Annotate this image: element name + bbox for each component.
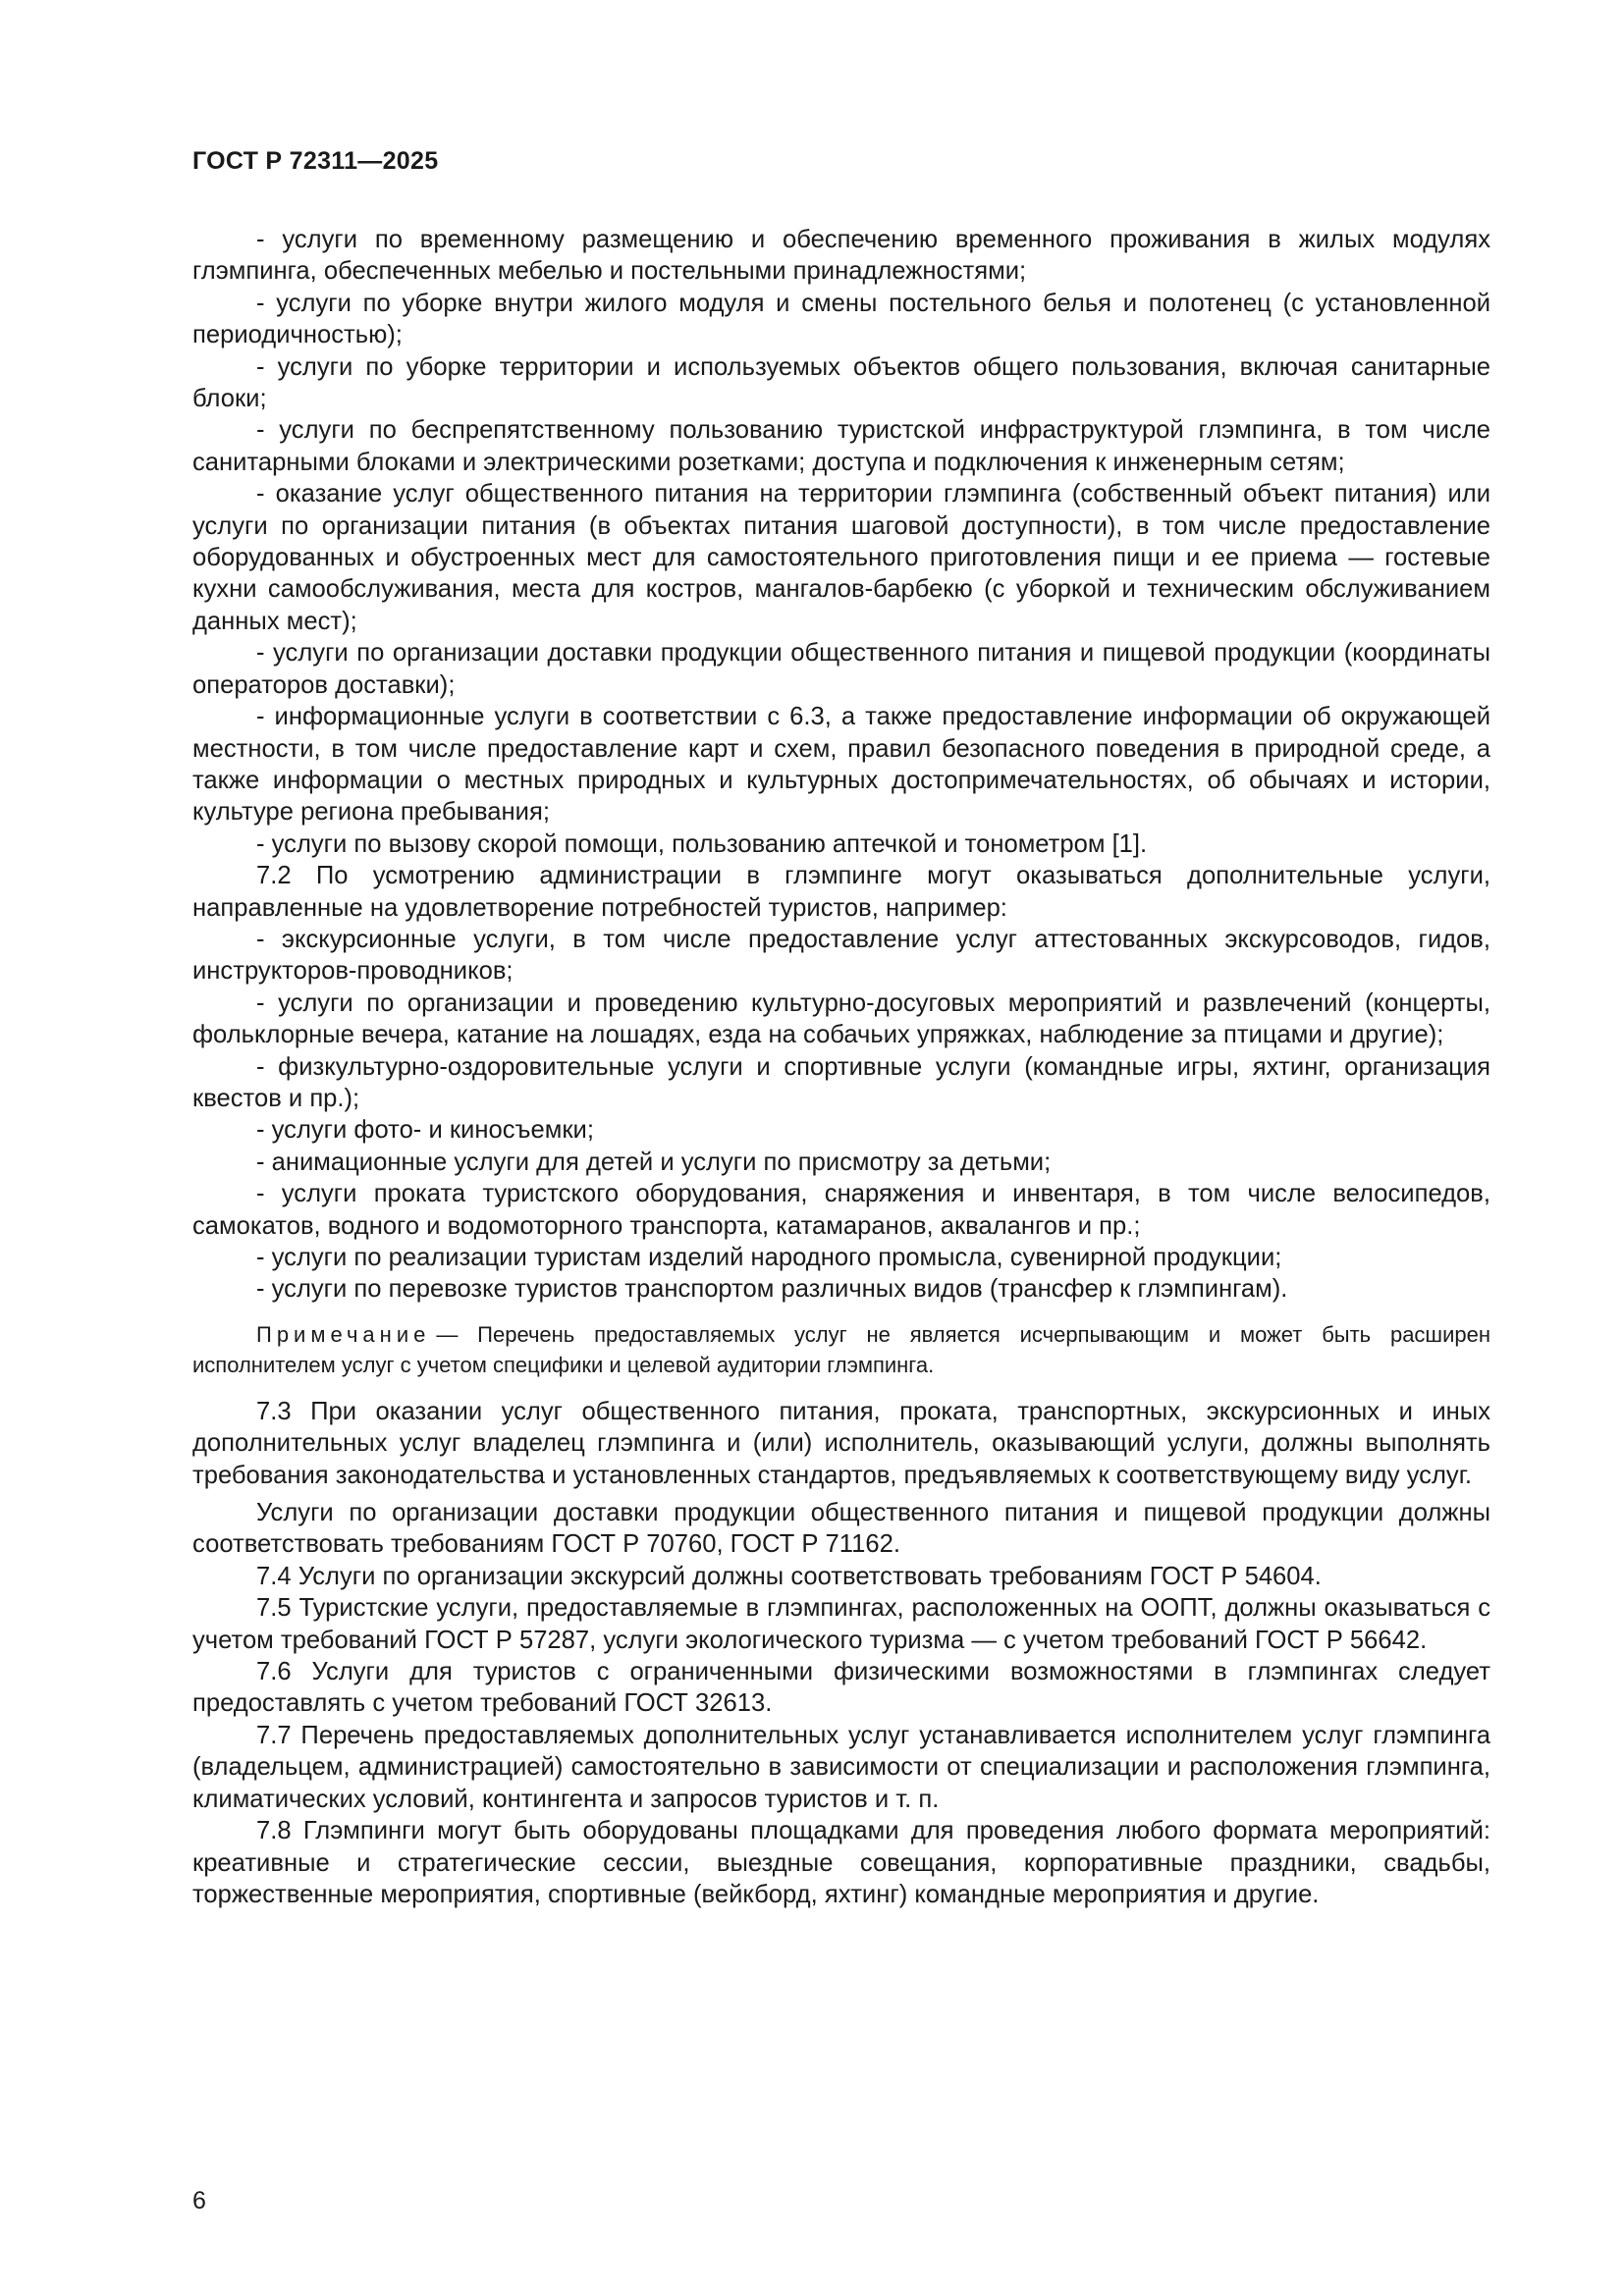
section-paragraph: 7.2 По усмотрению администрации в глэмпинге могут оказываться дополнительные услуги, направленные на удовлетворение потребностей туристов, например: xyxy=(192,862,1490,922)
list-item: - услуги по беспрепятственному пользованию туристской инфраструктурой глэмпинга, в том числе санитарными блоками и электрическими розетками; доступа и подключения к инженерным сетям; xyxy=(192,416,1490,476)
document-header: ГОСТ Р 72311—2025 xyxy=(192,147,439,175)
list-item: - информационные услуги в соответствии с 6.3, а также предоставление информации об окружающей местности, в том числе предоставление карт и схем, правил безопасного поведения в природной среде, а также информации о местных природных и культурных достопримечательностях, об обычаях и истории, культуре региона пребывания; xyxy=(192,703,1490,827)
list-item: - услуги по организации и проведению культурно-досуговых мероприятий и развлечений (концерты, фольклорные вечера, катание на лошадях, езда на собачьих упряжках, наблюдение за птицами и другие); xyxy=(192,988,1490,1049)
list-item: - услуги по организации доставки продукции общественного питания и пищевой продукции (координаты операторов доставки); xyxy=(192,639,1490,699)
list-item: - физкультурно-оздоровительные услуги и спортивные услуги (командные игры, яхтинг, организация квестов и пр.); xyxy=(192,1052,1490,1112)
section-paragraph: 7.6 Услуги для туристов с ограниченными физическими возможностями в глэмпингах следует предоставлять с учетом требований ГОСТ 32613. xyxy=(192,1658,1490,1718)
section-paragraph: 7.7 Перечень предоставляемых дополнительных услуг устанавливается исполнителем услуг глэмпинга (владельцем, администрацией) самостоятельно в зависимости от специализации и расположения глэмпинга, климатических условий, контингента и запросов туристов и т. п. xyxy=(192,1721,1490,1813)
list-item: - услуги по перевозке туристов транспортом различных видов (трансфер к глэмпингам). xyxy=(256,1275,1288,1304)
list-item: - услуги фото- и киносъемки; xyxy=(256,1116,594,1145)
note-text: — Перечень предоставляемых услуг не является исчерпывающим и может быть расширен исполнителем услуг с учетом специфики и целевой аудитории глэмпинга. xyxy=(192,1321,1490,1377)
list-item: - услуги по уборке территории и используемых объектов общего пользования, включая санитарные блоки; xyxy=(192,352,1490,413)
list-item: - экскурсионные услуги, в том числе предоставление услуг аттестованных экскурсоводов, гидов, инструкторов-проводников; xyxy=(192,925,1490,986)
section-paragraph: 7.3 При оказании услуг общественного питания, проката, транспортных, экскурсионных и иных дополнительных услуг владелец глэмпинга и (или) исполнитель, оказывающий услуги, должны выполнять требования законодательства и установленных стандартов, предъявляемых к соответствующему виду услуг. xyxy=(192,1397,1490,1489)
section-paragraph: 7.8 Глэмпинги могут быть оборудованы площадками для проведения любого формата мероприятий: креативные и стратегические сессии, выездные совещания, корпоративные праздники, свадьбы, торжественные мероприятия, спортивные (вейкборд, яхтинг) командные мероприятия и другие. xyxy=(192,1817,1490,1908)
list-item: - услуги по временному размещению и обеспечению временного проживания в жилых модулях глэмпинга, обеспеченных мебелью и постельными принадлежностями; xyxy=(192,226,1490,286)
list-item: - оказание услуг общественного питания на территории глэмпинга (собственный объект питания) или услуги по организации питания (в объектах питания шаговой доступности), в том числе предоставление оборудованных и обустроенных мест для самостоятельного приготовления пищи и ее приема — гостевые кухни самообслуживания, места для костров, мангалов-барбекю (с уборкой и техническим обслуживанием данных мест); xyxy=(192,480,1490,635)
list-item: - услуги проката туристского оборудования, снаряжения и инвентаря, в том числе велосипедов, самокатов, водного и водомоторного транспорта, катамаранов, аквалангов и пр.; xyxy=(192,1180,1490,1240)
list-item: - услуги по вызову скорой помощи, пользованию аптечкой и тонометром [1]. xyxy=(256,829,1148,858)
list-item: - анимационные услуги для детей и услуги по присмотру за детьми; xyxy=(256,1148,1052,1176)
list-item: - услуги по уборке внутри жилого модуля и смены постельного белья и полотенец (с установленной периодичностью); xyxy=(192,289,1490,349)
section-paragraph: 7.4 Услуги по организации экскурсий должны соответствовать требованиям ГОСТ Р 54604. xyxy=(256,1562,1322,1590)
document-body xyxy=(192,224,1490,1910)
list-item: - услуги по реализации туристам изделий народного промысла, сувенирной продукции; xyxy=(256,1244,1282,1271)
section-paragraph: Услуги по организации доставки продукции общественного питания и пищевой продукции должны соответствовать требованиям ГОСТ Р 70760, ГОСТ Р 71162. xyxy=(192,1499,1490,1559)
page-number: 6 xyxy=(192,2187,206,2215)
note-label: Примечание xyxy=(256,1321,431,1347)
note-block xyxy=(192,1319,1490,1380)
section-paragraph: 7.5 Туристские услуги, предоставляемые в глэмпингах, расположенных на ООПТ, должны оказываться с учетом требований ГОСТ Р 57287, услуги экологического туризма — с учетом требований ГОСТ Р 56642. xyxy=(192,1594,1490,1654)
